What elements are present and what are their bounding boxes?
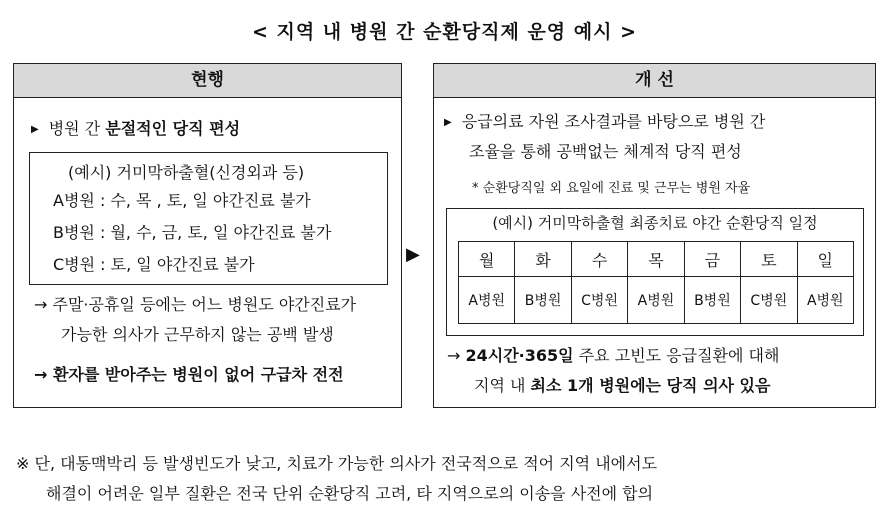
result-text-2: 지역 내 — [474, 376, 531, 395]
result-arrow: → — [447, 346, 461, 365]
improved-bullet-line2: 조율을 통해 공백없는 체계적 당직 편성 — [469, 142, 742, 161]
improved-panel — [433, 63, 876, 408]
triangle-right-icon: ▶ — [444, 117, 452, 128]
current-consequence-1b: 가능한 의사가 근무하지 않는 공백 발생 — [61, 325, 334, 344]
footnote-line-1: ※ 단, 대동맥박리 등 발생빈도가 낮고, 치료가 가능한 의사가 전국적으로 적어 지역 내에서도 — [16, 454, 658, 473]
day-cell: 토 — [741, 242, 797, 277]
current-header: 현행 — [14, 64, 401, 98]
current-consequence-1: → 주말·공휴일 등에는 어느 병원도 야간진료가 — [34, 295, 357, 314]
day-cell: 화 — [515, 242, 571, 277]
hospital-cell: A병원 — [797, 277, 853, 324]
day-cell: 목 — [628, 242, 684, 277]
page-title: < 지역 내 병원 간 순환당직제 운영 예시 > — [251, 21, 638, 43]
hospital-cell: C병원 — [571, 277, 627, 324]
arrow-right-icon: ▶ — [406, 244, 420, 265]
day-cell: 월 — [459, 242, 515, 277]
improved-bullet — [444, 109, 765, 136]
schedule-title: (예시) 거미막하출혈 최종치료 야간 순환당직 일정 — [492, 214, 818, 232]
result-text-1: 주요 고빈도 응급질환에 대해 — [573, 346, 780, 365]
schedule-box — [446, 208, 864, 336]
current-bullet-bold: 분절적인 당직 편성 — [105, 119, 241, 138]
improved-header: 개 선 — [434, 64, 875, 98]
current-bullet — [31, 116, 240, 143]
day-cell: 금 — [684, 242, 740, 277]
improved-result-line1 — [447, 343, 779, 369]
day-cell: 일 — [797, 242, 853, 277]
example-line-b: B병원 : 월, 수, 금, 토, 일 야간진료 불가 — [53, 223, 332, 242]
example-line-c: C병원 : 토, 일 야간진료 불가 — [53, 255, 255, 274]
footnote-line-2: 해결이 어려운 일부 질환은 전국 단위 순환당직 고려, 타 지역으로의 이송을 사전에 합의 — [46, 484, 654, 503]
improved-bullet-line1: 응급의료 자원 조사결과를 바탕으로 병원 간 — [461, 112, 766, 131]
current-panel — [13, 63, 402, 408]
example-box — [29, 152, 388, 285]
current-bullet-text: 병원 간 — [48, 119, 106, 138]
result-bold-1: 24시간·365일 — [465, 346, 574, 365]
schedule-table — [458, 241, 854, 324]
hospital-cell: C병원 — [741, 277, 797, 324]
hospital-cell: A병원 — [459, 277, 515, 324]
improved-note: * 순환당직일 외 요일에 진료 및 근무는 병원 자율 — [472, 181, 751, 196]
hospital-cell: B병원 — [515, 277, 571, 324]
day-cell: 수 — [571, 242, 627, 277]
current-consequence-2: → 환자를 받아주는 병원이 없어 구급차 전전 — [34, 365, 344, 384]
hospital-cell: A병원 — [628, 277, 684, 324]
hospital-cell: B병원 — [684, 277, 740, 324]
example-line-a: A병원 : 수, 목 , 토, 일 야간진료 불가 — [53, 191, 311, 210]
example-heading: (예시) 거미막하출혈(신경외과 등) — [68, 163, 305, 182]
improved-result-line2 — [474, 373, 770, 399]
result-bold-2: 최소 1개 병원에는 당직 의사 있음 — [530, 376, 771, 395]
triangle-right-icon: ▶ — [31, 124, 39, 135]
